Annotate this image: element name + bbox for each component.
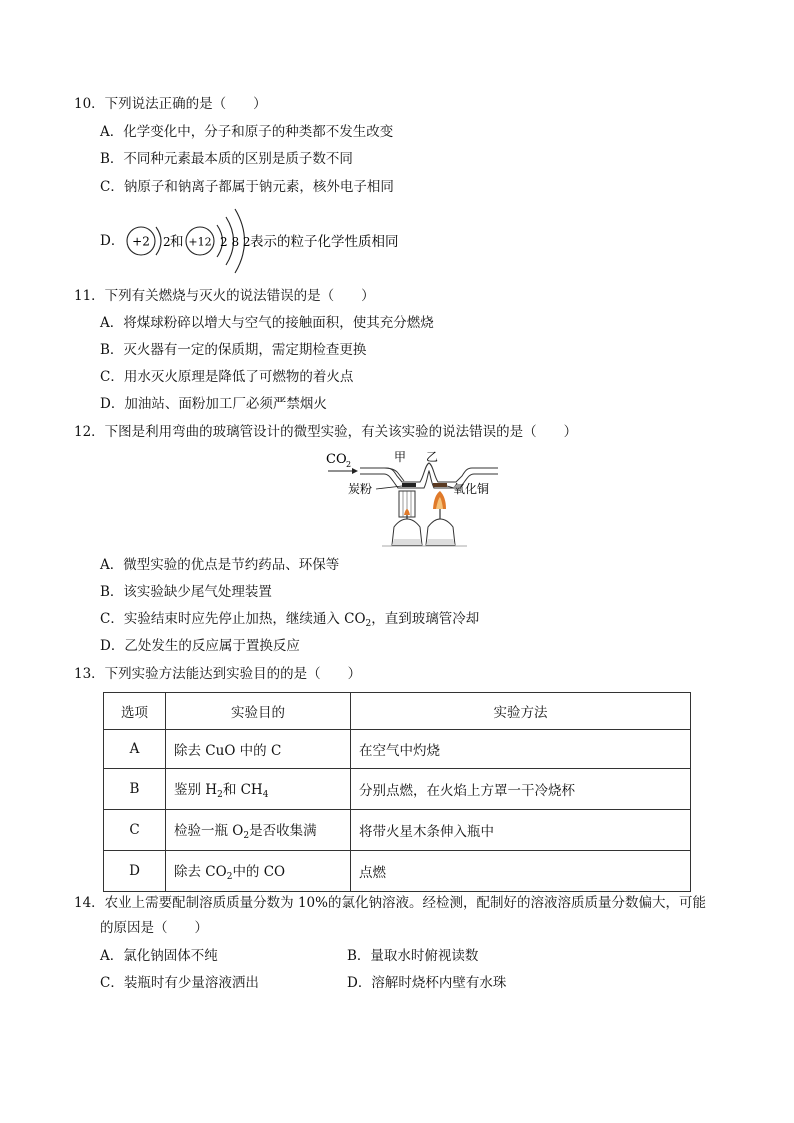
q10-stem: 10．下列说法正确的是（ ） [74, 96, 267, 112]
q11-option-d: D．加油站、面粉加工厂必须严禁烟火 [100, 396, 327, 412]
copper-oxide-sample [433, 483, 447, 487]
header-method: 实验方法 [351, 693, 691, 730]
experiment-table [103, 692, 691, 892]
table-row [104, 851, 691, 892]
label-jia: 甲 [394, 450, 407, 464]
purpose-text-2: 和 CH [222, 782, 263, 798]
row-option: D [104, 851, 166, 892]
label-yanghuatong: 氧化铜 [453, 482, 490, 496]
q14-option-b: B．量取水时俯视读数 [347, 948, 479, 964]
row-purpose: 除去 CuO 中的 C [166, 730, 351, 769]
q10-option-a: A．化学变化中，分子和原子的种类都不发生改变 [100, 124, 394, 140]
q14-stem-line-2: 的原因是（ ） [100, 920, 208, 936]
purpose-text-1: 检验一瓶 O [174, 823, 244, 839]
micro-experiment-figure [322, 447, 502, 551]
row-purpose [166, 810, 351, 851]
q12-c-text-1: C．实验结束时应先停止加热，继续通入 CO [100, 611, 366, 627]
purpose-subscript-2: 4 [262, 790, 269, 800]
purpose-text-2: 是否收集满 [249, 823, 317, 839]
q11-option-c: C．用水灭火原理是降低了可燃物的着火点 [100, 369, 354, 385]
row-purpose [166, 851, 351, 892]
purpose-text-1: 除去 CO [174, 864, 227, 880]
label-tanfen: 炭粉 [348, 482, 373, 496]
atom1-shells: 2 [163, 235, 171, 249]
row-option: A [104, 730, 166, 769]
purpose-text-1: 鉴别 H [174, 782, 218, 798]
q14-option-c: C．装瓶时有少量溶液洒出 [100, 975, 259, 991]
q11-option-b: B．灭火器有一定的保质期，需定期检查更换 [100, 342, 367, 358]
row-method: 将带火星木条伸入瓶中 [351, 810, 691, 851]
magnesium-atom-diagram [186, 209, 251, 273]
purpose-subscript-1: 2 [243, 831, 250, 841]
table-row [104, 730, 691, 769]
q12-option-a: A．微型实验的优点是节约药品、环保等 [100, 557, 340, 573]
row-method: 分别点燃，在火焰上方罩一干冷烧杯 [351, 769, 691, 810]
q11-option-a: A．将煤球粉碎以增大与空气的接触面积，使其充分燃烧 [100, 315, 434, 331]
atom2-nucleus: +12 [188, 235, 212, 249]
q13-stem: 13．下列实验方法能达到实验目的的是（ ） [74, 666, 362, 682]
arrow-icon [352, 468, 358, 474]
row-option: B [104, 769, 166, 810]
co2-label: CO [326, 452, 347, 467]
table-row [104, 810, 691, 851]
q12-option-c [100, 610, 479, 633]
header-option: 选项 [104, 693, 166, 730]
table-header-row [104, 693, 691, 730]
carbon-powder-sample [402, 483, 416, 487]
helium-atom-diagram [127, 227, 171, 255]
q14-option-a: A．氯化钠固体不纯 [100, 948, 218, 964]
table-row [104, 769, 691, 810]
atom1-nucleus: +2 [132, 234, 150, 249]
row-method: 在空气中灼烧 [351, 730, 691, 769]
q14-option-d: D．溶解时烧杯内壁有水珠 [347, 975, 507, 991]
flame-left [404, 509, 410, 515]
atom2-shells: 2 8 2 [220, 235, 251, 249]
row-option: C [104, 810, 166, 851]
purpose-subscript-1: 2 [226, 872, 233, 882]
q14-stem-line-1: 14．农业上需要配制溶质质量分数为 10%的氯化钠溶液。经检测，配制好的溶液溶质质量分数偏大，可能 [74, 895, 706, 911]
q12-option-b: B．该实验缺少尾气处理装置 [100, 584, 272, 600]
q10-option-d-prefix: D． [100, 233, 125, 249]
header-purpose: 实验目的 [166, 693, 351, 730]
q12-option-d: D．乙处发生的反应属于置换反应 [100, 638, 300, 654]
q12-stem: 12．下图是利用弯曲的玻璃管设计的微型实验，有关该实验的说法错误的是（ ） [74, 424, 578, 440]
q11-stem: 11．下列有关燃烧与灭火的说法错误的是（ ） [74, 288, 375, 304]
row-method: 点燃 [351, 851, 691, 892]
q12-c-subscript: 2 [365, 619, 372, 629]
q10-option-b: B．不同种元素最本质的区别是质子数不同 [100, 151, 353, 167]
q10-option-c: C．钠原子和钠离子都属于钠元素，核外电子相同 [100, 179, 394, 195]
atom-structure-diagrams [120, 205, 399, 277]
label-yi: 乙 [426, 450, 439, 464]
row-purpose [166, 769, 351, 810]
purpose-text-2: 中的 CO [232, 864, 286, 880]
q10-option-d-suffix: 表示的粒子化学性质相同 [250, 234, 399, 250]
and-text: 和 [170, 234, 184, 250]
purpose-subscript-1: 2 [217, 790, 223, 800]
q12-c-text-2: ，直到玻璃管冷却 [371, 611, 480, 627]
co2-label-subscript: 2 [346, 460, 352, 469]
